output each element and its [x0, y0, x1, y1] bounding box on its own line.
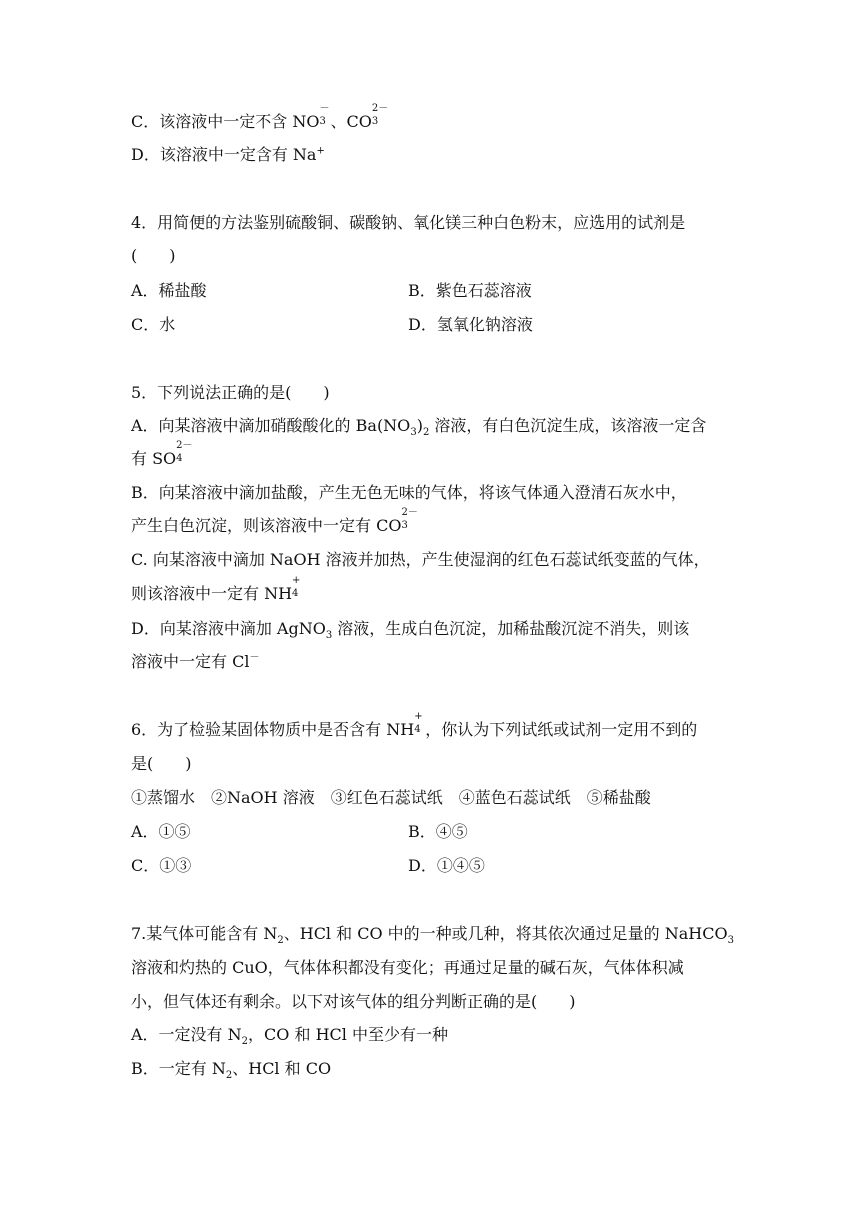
q7-option-b: B．一定有 $N_2$、HCl 和 CO [131, 1059, 332, 1082]
q7-stem-line2: 溶液和灼热的 CuO，气体体积都没有变化；再通过足量的碱石灰，气体体积减 [131, 958, 684, 977]
q5-option-c-line1: C. 向某溶液中滴加 NaOH 溶液并加热，产生使湿润的红色石蕊试纸变蓝的气体， [131, 550, 710, 569]
q5-option-b-line1: B．向某溶液中滴加盐酸，产生无色无味的气体，将该气体通入澄清石灰水中， [131, 483, 687, 502]
ammonium-ion-marks: + 4 [292, 575, 301, 599]
q3-c-text: C．该溶液中一定不含 NO [131, 112, 320, 131]
q7-option-a: A．一定没有 $N_2$，CO 和 HCl 中至少有一种 [131, 1025, 448, 1048]
carbonate-ion-marks: 2－ 3 [401, 507, 418, 531]
q7-stem-line1: 7.某气体可能含有 $N_2$、HCl 和 CO 中的一种或几种，将其依次通过足量的 NaHCO$_3$ [131, 924, 734, 947]
q6-reagent-list: ①蒸馏水 ②NaOH 溶液 ③红色石蕊试纸 ④蓝色石蕊试纸 ⑤稀盐酸 [131, 788, 651, 807]
q5-option-d-line2: 溶液中一定有 Cl－ [131, 652, 260, 671]
q5-option-b-line2: 产生白色沉淀，则该溶液中一定有 CO 2－ 3 [131, 507, 418, 535]
q4-option-d: D．氢氧化钠溶液 [408, 315, 533, 334]
ammonium-ion-marks: + 4 [414, 711, 423, 735]
sulfate-ion-marks: 2－ 4 [176, 440, 193, 464]
q6-option-c: C．①③ [131, 856, 192, 875]
q4-option-c: C．水 [131, 315, 176, 334]
q4-option-a: A．稀盐酸 [131, 281, 207, 300]
q5-option-a-line1: A．向某溶液中滴加硝酸酸化的 $Ba(NO_3)_2$ 溶液，有白色沉淀生成，该溶液一定含 [131, 416, 707, 439]
carbonate-ion-marks: 2－ 3 [371, 103, 389, 127]
q6-option-d: D．①④⑤ [408, 856, 485, 875]
q6-stem-line1: 6．为了检验某固体物质中是否含有 NH + 4 ，你认为下列试纸或试剂一定用不到的 [131, 711, 698, 739]
q4-stem: 4．用简便的方法鉴别硫酸铜、碳酸钠、氧化镁三种白色粉末，应选用的试剂是 [131, 213, 686, 232]
q5-stem: 5．下列说法正确的是( ) [131, 383, 330, 402]
q3-d-text: D．该溶液中一定含有 Na [131, 145, 317, 164]
q5-option-d-line1: D．向某溶液中滴加 AgNO$_3$ 溶液，生成白色沉淀，加稀盐酸沉淀不消失，则该 [131, 619, 690, 642]
q5-option-a-line2: 有 SO 2－ 4 [131, 440, 193, 468]
q6-option-b: B．④⑤ [408, 822, 468, 841]
q6-option-a: A．①⑤ [131, 822, 191, 841]
q3-option-c [131, 103, 389, 132]
q3-c-text-2: 、CO [330, 112, 372, 131]
q4-option-b: B．紫色石蕊溶液 [408, 281, 532, 300]
q4-paren: ( ) [131, 246, 176, 265]
q7-stem-line3: 小，但气体还有剩余。以下对该气体的组分判断正确的是( ) [131, 992, 576, 1011]
nitrate-ion-marks: － 3 [319, 103, 330, 127]
q3-option-d: D．该溶液中一定含有 Na+ [131, 145, 325, 164]
q6-stem-line2: 是( ) [131, 754, 192, 773]
q5-option-c-line2: 则该溶液中一定有 NH + 4 [131, 584, 303, 604]
